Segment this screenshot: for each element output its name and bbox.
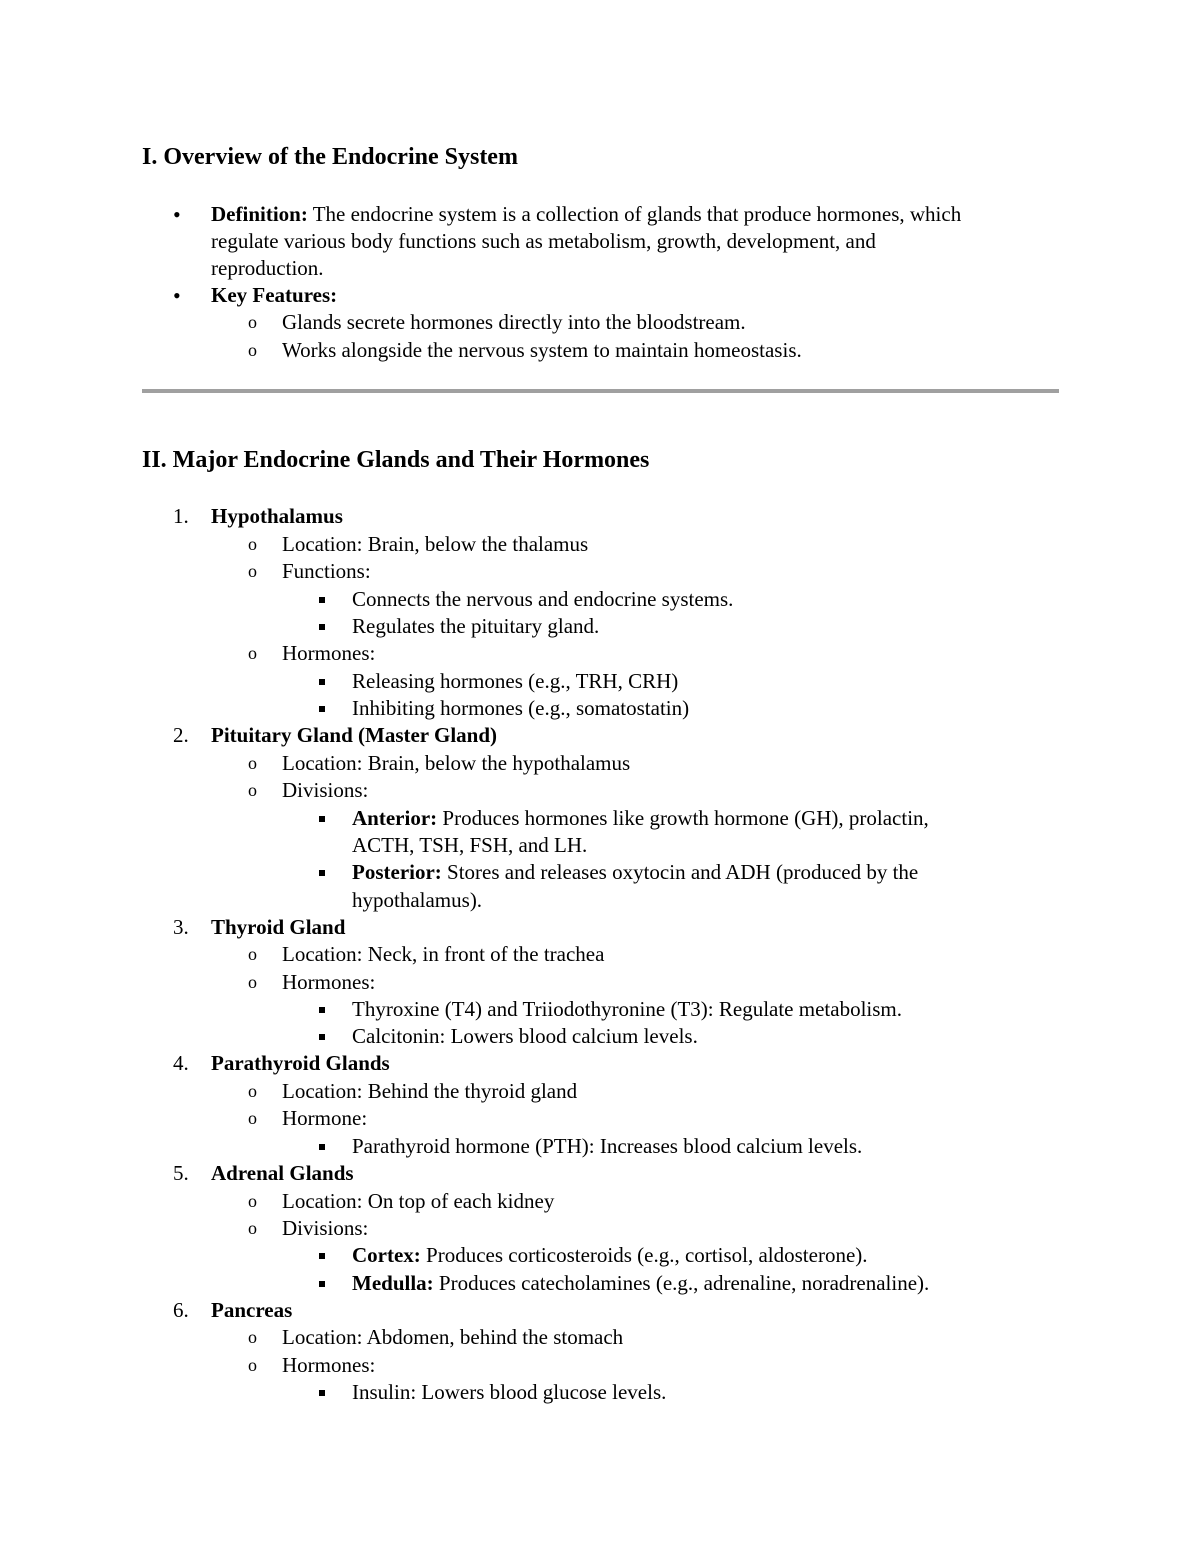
sub-bullet-marker: o [248,1081,257,1101]
gland-hormone-item: Thyroxine (T4) and Triiodothyronine (T3): Regulate metabolism. [352,997,902,1021]
key-features-label: Key Features: [211,283,338,307]
gland-name-adrenal: Adrenal Glands [211,1161,354,1185]
gland-location: Location: On top of each kidney [282,1189,555,1213]
anterior-label: Anterior: [352,806,438,830]
list-number: 1. [173,504,189,528]
sub-bullet-marker: o [248,944,257,964]
gland-location: Location: Abdomen, behind the stomach [282,1325,624,1349]
bullet-marker: • [173,283,181,308]
gland-hormone-item: Inhibiting hormones (e.g., somatostatin) [352,696,690,720]
key-feature-item: Works alongside the nervous system to maintain homeostasis. [282,338,802,362]
square-bullet-marker [319,1034,325,1040]
square-bullet-marker [319,816,325,822]
list-number: 2. [173,723,189,747]
square-bullet-marker [319,679,325,685]
anterior-text: Produces hormones like growth hormone (GH), prolactin, [442,806,929,830]
gland-name-thyroid: Thyroid Gland [211,915,346,939]
gland-hormone-item: Calcitonin: Lowers blood calcium levels. [352,1024,698,1048]
bullet-marker: • [173,202,181,227]
list-number: 3. [173,915,189,939]
definition-text-line3: reproduction. [211,256,324,280]
anterior-line [352,805,929,832]
gland-hormone-item: Parathyroid hormone (PTH): Increases blood calcium levels. [352,1134,863,1158]
posterior-label: Posterior: [352,860,442,884]
section-heading-overview: I. Overview of the Endocrine System [142,144,518,170]
sub-bullet-marker: o [248,1108,257,1128]
sub-bullet-marker: o [248,972,257,992]
list-number: 4. [173,1051,189,1075]
square-bullet-marker [319,1144,325,1150]
sub-bullet-marker: o [248,1218,257,1238]
definition-text-line2: regulate various body functions such as metabolism, growth, development, and [211,229,876,253]
definition-text: The endocrine system is a collection of glands that produce hormones, which [312,202,962,226]
gland-hormones-label: Hormones: [282,1353,376,1377]
gland-hormone-item: Insulin: Lowers blood glucose levels. [352,1380,667,1404]
square-bullet-marker [319,597,325,603]
cortex-text: Produces corticosteroids (e.g., cortisol, aldosterone). [426,1243,868,1267]
square-bullet-marker [319,1390,325,1396]
section-heading-glands: II. Major Endocrine Glands and Their Hormones [142,447,650,473]
square-bullet-marker [319,624,325,630]
square-bullet-marker [319,706,325,712]
sub-bullet-marker: o [248,1355,257,1375]
gland-name-hypothalamus: Hypothalamus [211,504,343,528]
sub-bullet-marker: o [248,312,257,332]
cortex-line [352,1242,868,1269]
list-number: 5. [173,1161,189,1185]
posterior-line [352,859,918,886]
gland-function-item: Regulates the pituitary gland. [352,614,600,638]
gland-hormones-label: Hormones: [282,641,376,665]
list-number: 6. [173,1298,189,1322]
key-feature-item: Glands secrete hormones directly into the bloodstream. [282,310,746,334]
sub-bullet-marker: o [248,780,257,800]
gland-location: Location: Behind the thyroid gland [282,1079,578,1103]
medulla-line [352,1270,929,1297]
gland-functions-label: Functions: [282,559,371,583]
medulla-text: Produces catecholamines (e.g., adrenaline, noradrenaline). [438,1271,930,1295]
horizontal-rule [142,389,1059,393]
definition-line [211,201,961,228]
medulla-label: Medulla: [352,1271,434,1295]
gland-hormones-label: Hormones: [282,970,376,994]
sub-bullet-marker: o [248,340,257,360]
gland-divisions-label: Divisions: [282,1216,369,1240]
gland-divisions-label: Divisions: [282,778,369,802]
gland-hormone-item: Releasing hormones (e.g., TRH, CRH) [352,669,679,693]
gland-location: Location: Brain, below the hypothalamus [282,751,631,775]
anterior-text-line2: ACTH, TSH, FSH, and LH. [352,833,588,857]
gland-location: Location: Brain, below the thalamus [282,532,589,556]
gland-name-pancreas: Pancreas [211,1298,293,1322]
square-bullet-marker [319,1007,325,1013]
gland-name-parathyroid: Parathyroid Glands [211,1051,390,1075]
sub-bullet-marker: o [248,534,257,554]
gland-location: Location: Neck, in front of the trachea [282,942,605,966]
square-bullet-marker [319,1281,325,1287]
sub-bullet-marker: o [248,1327,257,1347]
square-bullet-marker [319,1253,325,1259]
definition-label: Definition: [211,202,308,226]
posterior-text: Stores and releases oxytocin and ADH (produced by the [447,860,919,884]
gland-name-pituitary: Pituitary Gland (Master Gland) [211,723,498,747]
square-bullet-marker [319,870,325,876]
cortex-label: Cortex: [352,1243,421,1267]
gland-function-item: Connects the nervous and endocrine systems. [352,587,734,611]
sub-bullet-marker: o [248,1191,257,1211]
sub-bullet-marker: o [248,561,257,581]
sub-bullet-marker: o [248,753,257,773]
posterior-text-line2: hypothalamus). [352,888,483,912]
sub-bullet-marker: o [248,643,257,663]
gland-hormone-label: Hormone: [282,1106,368,1130]
